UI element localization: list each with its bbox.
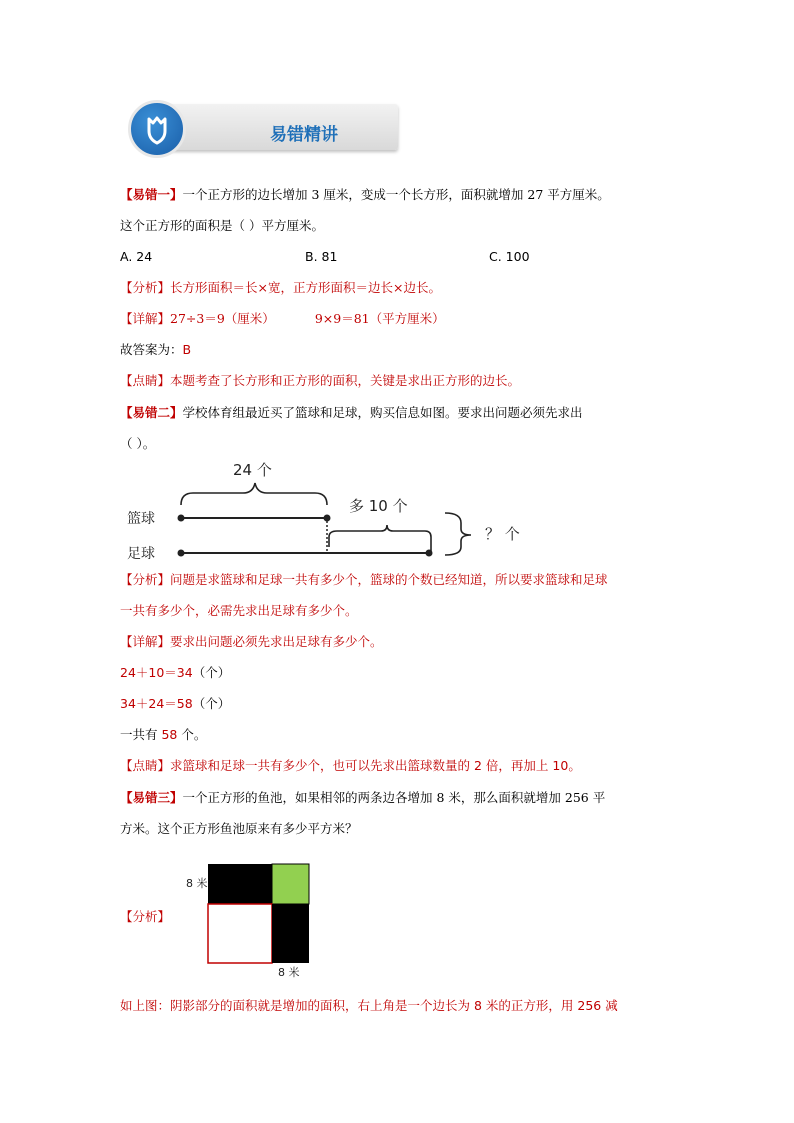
- q2-calc2-unit: （个）: [192, 696, 231, 711]
- brace-more: [329, 525, 431, 551]
- q1-stem-line1: [120, 186, 610, 204]
- q2-calc2-expr: 34＋24＝58: [120, 696, 193, 711]
- q2-text1: 学校体育组最近买了篮球和足球，购买信息如图。要求出问题必须先求出: [182, 405, 583, 420]
- q1-tag: 【易错一】: [120, 187, 183, 202]
- q2-stem-line2: [120, 435, 155, 453]
- banner-bar: [150, 104, 398, 150]
- q3-explain-end: 减: [601, 998, 618, 1013]
- label-more-10: 多 10 个: [349, 497, 408, 515]
- label-8m-left: 8 米: [186, 877, 208, 890]
- q1-option-b: B. 81: [305, 249, 338, 264]
- right-strip: [272, 904, 309, 963]
- q2-analysis-text1: 问题是求篮球和足球一共有多少个，篮球的个数已经知道，所以要求篮球和足球: [170, 572, 608, 587]
- q1-answer-value: B: [182, 342, 192, 357]
- q2-detail-text: 要求出问题必须先求出足球有多少个。: [170, 634, 383, 649]
- q1-detail-a: 27÷3＝9（厘米）: [170, 311, 275, 326]
- q2-tip: [120, 757, 581, 775]
- q1-tip-tag: 【点睛】: [120, 373, 171, 388]
- brace-top: [181, 483, 327, 505]
- q3-explain-mid: 米的正方形，用: [481, 998, 578, 1013]
- q2-calc1-unit: （个）: [192, 665, 231, 680]
- q2-tip-add: 10: [552, 758, 569, 773]
- q2-analysis-line1: [120, 571, 608, 589]
- q3-explain: [120, 997, 618, 1015]
- q3-explain-prefix: 如上图：阴影部分的面积就是增加的面积，右上角是一个边长为: [120, 998, 474, 1013]
- q1-stem-line2: [120, 217, 324, 235]
- q3-stem-line1: [120, 789, 605, 807]
- section-title: 易错精讲: [270, 125, 338, 145]
- q3-analysis-tag: 【分析】: [120, 909, 171, 924]
- q2-tip-tag: 【点睛】: [120, 758, 171, 773]
- q1-analysis-text: 长方形面积＝长×宽，正方形面积＝边长×边长。: [170, 280, 441, 295]
- q2-tip-times: 2: [474, 758, 482, 773]
- q2-total-suffix: 个。: [177, 727, 207, 742]
- q2-analysis-tag: 【分析】: [120, 572, 171, 587]
- q2-total-prefix: 一共有: [120, 727, 162, 742]
- label-football: 足球: [127, 546, 155, 562]
- q1-tip: [120, 372, 520, 390]
- q2-calc2: [120, 695, 230, 713]
- label-8m-bottom: 8 米: [278, 966, 300, 979]
- corner-square: [272, 864, 309, 904]
- shield-icon: [131, 103, 183, 155]
- q2-tip-end: 。: [568, 758, 581, 773]
- q1-text1: 一个正方形的边长增加 3 厘米，变成一个长方形，面积就增加 27 平方厘米。: [182, 187, 610, 202]
- q1-answer-prefix: 故答案为：: [120, 342, 183, 357]
- top-strip: [208, 864, 272, 904]
- q3-stem-line2: 方米。这个正方形鱼池原来有多少平方米？: [120, 821, 358, 836]
- basketball-end-dot: [324, 515, 331, 522]
- q1-option-a: A. 24: [120, 249, 153, 264]
- q1-text2: 这个正方形的面积是（ ）平方厘米。: [120, 218, 324, 233]
- label-question: ？ 个: [485, 525, 520, 543]
- q1-detail: [120, 310, 445, 328]
- q2-stem-line1: [120, 404, 583, 422]
- q2-tag: 【易错二】: [120, 405, 183, 420]
- q2-analysis-line2: 一共有多少个，必需先求出足球有多少个。: [120, 603, 358, 618]
- q3-explain-num2: 256: [577, 998, 602, 1013]
- q1-analysis: [120, 279, 441, 297]
- q1-option-c: C. 100: [489, 249, 530, 264]
- brace-total: [445, 513, 471, 555]
- q2-tip-mid: 倍，再加上: [481, 758, 553, 773]
- q2-line-diagram: [115, 455, 535, 565]
- q3-tag: 【易错三】: [120, 790, 183, 805]
- q2-total: [120, 726, 206, 744]
- q2-text2: （ ）。: [120, 436, 156, 451]
- q3-text1: 一个正方形的鱼池，如果相邻的两条边各增加 8 米，那么面积就增加 256 平: [182, 790, 606, 805]
- q1-analysis-tag: 【分析】: [120, 280, 171, 295]
- basketball-start-dot: [178, 515, 185, 522]
- q1-detail-b: 9×9＝81（平方厘米）: [314, 311, 445, 326]
- section-banner: [122, 100, 400, 154]
- football-start-dot: [178, 550, 185, 557]
- q2-calc1: [120, 664, 230, 682]
- label-basketball: 篮球: [127, 511, 155, 527]
- q1-tip-text: 本题考查了长方形和正方形的面积，关键是求出正方形的边长。: [170, 373, 521, 388]
- label-24: 24 个: [233, 461, 272, 479]
- q2-detail: [120, 633, 383, 651]
- q1-detail-tag: 【详解】: [120, 311, 171, 326]
- q3-square-figure: [180, 860, 320, 982]
- football-end-dot: [426, 550, 433, 557]
- q2-tip-prefix: 求篮球和足球一共有多少个，也可以先求出篮球数量的: [170, 758, 474, 773]
- banner-badge: [128, 100, 186, 158]
- q2-calc1-expr: 24＋10＝34: [120, 665, 193, 680]
- original-square: [208, 904, 272, 963]
- q1-answer: [120, 341, 191, 359]
- q3-explain-num1: 8: [473, 998, 482, 1013]
- q2-detail-tag: 【详解】: [120, 634, 171, 649]
- q2-total-value: 58: [161, 727, 178, 742]
